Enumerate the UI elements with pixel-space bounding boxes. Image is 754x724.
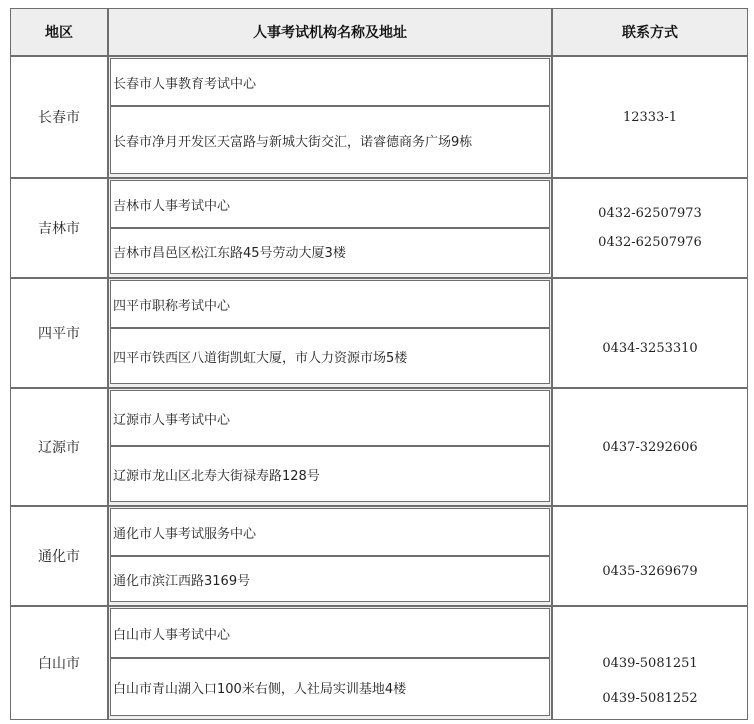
phone-number: 0432-62507976	[598, 235, 702, 250]
contact-cell	[552, 56, 748, 178]
org-name: 吉林市人事考试中心	[110, 180, 550, 228]
region-cell: 辽源市	[10, 388, 108, 506]
org-address: 白山市青山湖入口100米右侧，人社局实训基地4楼	[110, 658, 550, 716]
org-name: 长春市人事教育考试中心	[110, 58, 550, 106]
phone-number: 0432-62507973	[598, 206, 702, 221]
region-cell: 通化市	[10, 506, 108, 606]
org-group	[108, 56, 552, 178]
region-cell: 长春市	[10, 56, 108, 178]
org-address: 长春市净月开发区天富路与新城大街交汇，诺睿德商务广场9栋	[110, 106, 550, 174]
org-group	[108, 606, 552, 720]
org-name: 通化市人事考试服务中心	[110, 508, 550, 556]
phone-number: 0434-3253310	[602, 340, 698, 356]
org-group	[108, 506, 552, 606]
contact-cell	[552, 278, 748, 388]
region-cell: 四平市	[10, 278, 108, 388]
org-group	[108, 278, 552, 388]
phone-number: 0439-5081252	[602, 691, 698, 706]
contact-cell	[552, 388, 748, 506]
phone-number: 12333-1	[622, 109, 678, 125]
org-address: 辽源市龙山区北寿大街禄寿路128号	[110, 446, 550, 502]
phone-number: 0435-3269679	[602, 563, 698, 579]
phone-number: 0437-3292606	[602, 439, 698, 455]
region-cell: 吉林市	[10, 178, 108, 278]
region-cell: 白山市	[10, 606, 108, 720]
header-org: 人事考试机构名称及地址	[108, 8, 552, 56]
org-group	[108, 388, 552, 506]
org-name: 白山市人事考试中心	[110, 608, 550, 658]
org-name: 四平市职称考试中心	[110, 280, 550, 328]
contact-cell	[552, 178, 748, 278]
org-address: 通化市滨江西路3169号	[110, 556, 550, 602]
org-address: 吉林市昌邑区松江东路45号劳动大厦3楼	[110, 228, 550, 274]
header-region: 地区	[10, 8, 108, 56]
org-group	[108, 178, 552, 278]
phone-number: 0439-5081251	[602, 656, 698, 671]
org-address: 四平市铁西区八道街凯虹大厦，市人力资源市场5楼	[110, 328, 550, 384]
header-contact: 联系方式	[552, 8, 748, 56]
contact-cell	[552, 506, 748, 606]
contact-cell	[552, 606, 748, 720]
org-name: 辽源市人事考试中心	[110, 390, 550, 446]
